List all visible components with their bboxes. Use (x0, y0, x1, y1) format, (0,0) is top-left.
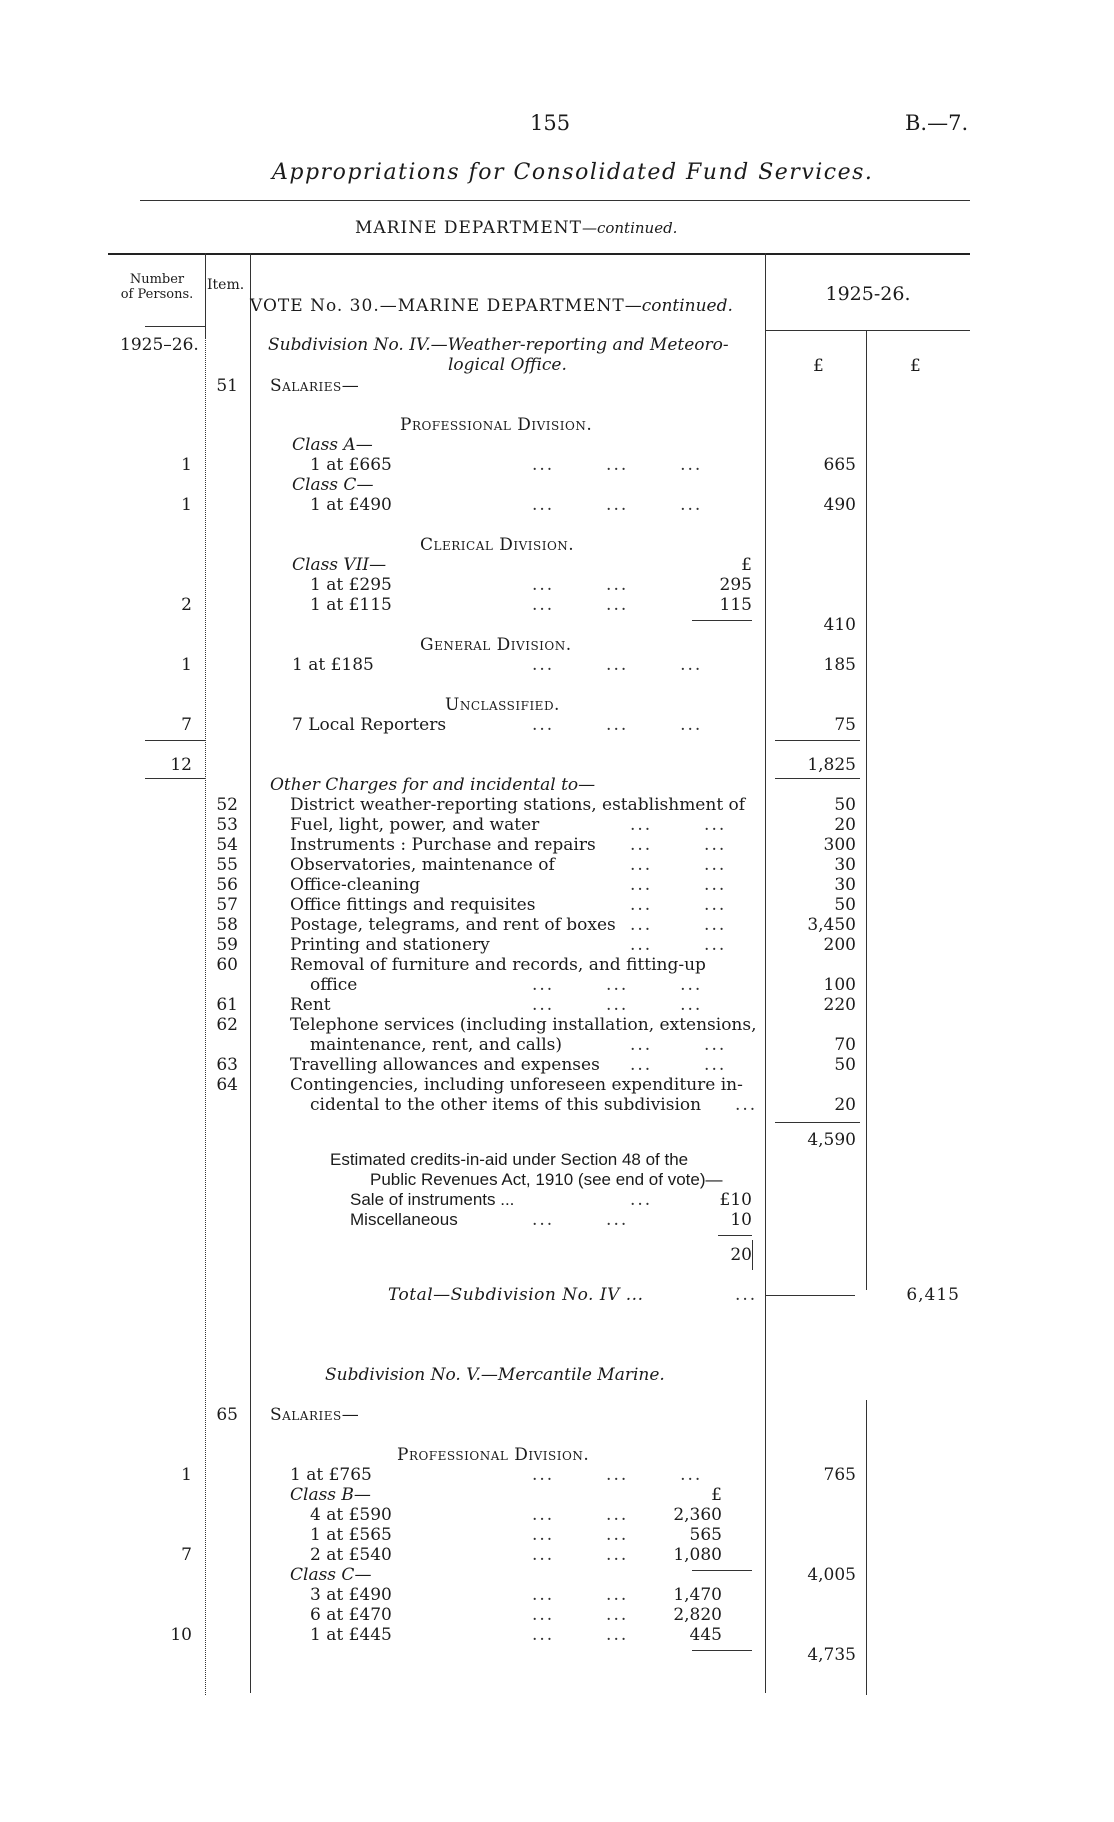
sub-amount: 115 (719, 595, 752, 615)
leader-dots: ... ... ... (532, 995, 703, 1015)
leader-dots: ... ... (532, 575, 629, 595)
sum-rule (692, 1650, 752, 1651)
leader-dots: ... ... (532, 1625, 629, 1645)
charge-text: Contingencies, including unforeseen expenditure in- (290, 1075, 743, 1095)
column-divider (250, 253, 251, 1693)
amount: 50 (834, 795, 856, 815)
subdivision-heading: Subdivision No. V.—Mercantile Marine. (325, 1365, 665, 1385)
division-heading: General Division. (420, 635, 572, 655)
class-label: Class VII— (292, 555, 387, 575)
salary-line: 1 at £490 (310, 495, 392, 515)
persons-count: 1 (181, 1465, 192, 1485)
sum-rule (718, 1235, 752, 1236)
amount: 50 (834, 1055, 856, 1075)
pound-symbol: £ (711, 1485, 722, 1505)
persons-count: 1 (181, 655, 192, 675)
item-number: 62 (216, 1015, 238, 1035)
sub-amount: 1,470 (673, 1585, 722, 1605)
amount: 3,450 (807, 915, 856, 935)
sum-rule (775, 1122, 860, 1123)
amount: 4,735 (807, 1645, 856, 1665)
salary-line: 3 at £490 (310, 1585, 392, 1605)
table-top-rule (108, 253, 970, 255)
item-number: 65 (216, 1405, 238, 1425)
leader-dots: ... ... (630, 875, 727, 895)
amount: 20 (834, 1095, 856, 1115)
charge-text: Rent (290, 995, 331, 1015)
page-reference: B.—7. (905, 111, 969, 135)
salary-line: 1 at £115 (310, 595, 392, 615)
subdivision-total-label: Total—Subdivision No. IV ... (388, 1285, 644, 1305)
sum-rule (775, 778, 860, 779)
item-number: 51 (216, 376, 238, 396)
pound-symbol: £ (910, 356, 921, 376)
year-column-header: 1925-26. (825, 283, 911, 305)
charge-text: Telephone services (including installation, extensions, (290, 1015, 757, 1035)
subtotal: 4,590 (807, 1130, 856, 1150)
persons-column-header: Number of Persons. (120, 272, 194, 302)
persons-year: 1925–26. (120, 335, 199, 355)
amount: 410 (823, 615, 856, 635)
salaries-label: Salaries— (270, 376, 360, 396)
charge-text: Office-cleaning (290, 875, 421, 895)
amount: 20 (834, 815, 856, 835)
sum-rule (765, 1295, 855, 1296)
item-number: 54 (216, 835, 238, 855)
leader-dots: ... ... (630, 1035, 727, 1055)
header-rule (765, 330, 970, 331)
leader-dots: ... ... (532, 1605, 629, 1625)
amount: 220 (823, 995, 856, 1015)
amount: 4,005 (807, 1565, 856, 1585)
item-number: 56 (216, 875, 238, 895)
item-number: 63 (216, 1055, 238, 1075)
amount: 665 (823, 455, 856, 475)
persons-count: 1 (181, 455, 192, 475)
leader-dots: ... (735, 1095, 758, 1115)
leader-dots: ... (735, 1285, 758, 1305)
division-heading: Professional Division. (400, 415, 593, 435)
column-divider (205, 253, 206, 338)
class-label: Class A— (292, 435, 373, 455)
salary-line: 1 at £565 (310, 1525, 392, 1545)
item-number: 58 (216, 915, 238, 935)
leader-dots: ... ... ... (532, 1465, 703, 1485)
header-rule (145, 326, 205, 327)
credits-text: Estimated credits-in-aid under Section 48 of the (330, 1150, 689, 1169)
page-title: Appropriations for Consolidated Fund Services. (272, 160, 874, 185)
charge-text: Printing and stationery (290, 935, 490, 955)
salary-line: 2 at £540 (310, 1545, 392, 1565)
sum-rule (692, 1570, 752, 1571)
amount: 490 (823, 495, 856, 515)
sub-amount: 2,820 (673, 1605, 722, 1625)
vote-column-header: VOTE No. 30.—MARINE DEPARTMENT—continued. (250, 296, 733, 316)
charge-text: office (310, 975, 358, 995)
salaries-total: 1,825 (807, 755, 856, 775)
amount: 30 (834, 875, 856, 895)
sub-amount: 10 (730, 1210, 752, 1230)
credits-text: Public Revenues Act, 1910 (see end of vote)— (370, 1170, 723, 1189)
leader-dots: ... ... (532, 1585, 629, 1605)
leader-dots: ... ... ... (532, 455, 703, 475)
item-number: 61 (216, 995, 238, 1015)
amount: 200 (823, 935, 856, 955)
sum-rule (145, 778, 205, 779)
pound-symbol: £ (813, 356, 824, 376)
charge-text: maintenance, rent, and calls) (310, 1035, 562, 1055)
item-number: 60 (216, 955, 238, 975)
subdivision-total: 6,415 (906, 1285, 960, 1305)
leader-dots: ... ... ... (532, 655, 703, 675)
item-number: 64 (216, 1075, 238, 1095)
salary-line: 1 at £765 (290, 1465, 372, 1485)
salary-line: 7 Local Reporters (292, 715, 447, 735)
amount: 185 (823, 655, 856, 675)
column-divider (866, 1400, 867, 1695)
amount: 300 (823, 835, 856, 855)
leader-dots: ... ... (532, 1545, 629, 1565)
other-charges-heading: Other Charges for and incidental to— (270, 775, 596, 795)
leader-dots: ... ... (532, 1505, 629, 1525)
salary-line: 1 at £185 (292, 655, 374, 675)
amount: 765 (823, 1465, 856, 1485)
persons-total: 12 (170, 755, 192, 775)
subdivision-heading: logical Office. (448, 355, 567, 375)
department-heading: MARINE DEPARTMENT—continued. (355, 218, 678, 238)
amount: 30 (834, 855, 856, 875)
credits-line: Miscellaneous (350, 1210, 458, 1229)
sub-amount: 565 (689, 1525, 722, 1545)
sub-amount: 1,080 (673, 1545, 722, 1565)
division-heading: Professional Division. (397, 1445, 590, 1465)
salary-line: 1 at £295 (310, 575, 392, 595)
charge-text: District weather-reporting stations, establishment of (290, 795, 746, 815)
sum-rule (775, 740, 860, 741)
charge-text: Instruments : Purchase and repairs (290, 835, 596, 855)
sub-amount: 445 (689, 1625, 722, 1645)
persons-count: 1 (181, 495, 192, 515)
item-number: 57 (216, 895, 238, 915)
leader-dots: ... ... (532, 1525, 629, 1545)
class-label: Class B— (290, 1485, 371, 1505)
leader-dots: ... ... (630, 1055, 727, 1075)
column-divider (765, 253, 766, 1693)
salary-line: 4 at £590 (310, 1505, 392, 1525)
credits-line: Sale of instruments ... (350, 1190, 515, 1209)
class-label: Class C— (292, 475, 374, 495)
title-rule (140, 200, 970, 201)
charge-text: Observatories, maintenance of (290, 855, 555, 875)
persons-count: 7 (181, 715, 192, 735)
class-label: Class C— (290, 1565, 372, 1585)
sum-rule (692, 620, 752, 621)
leader-dots: ... ... (630, 815, 727, 835)
salary-line: 1 at £445 (310, 1625, 392, 1645)
column-divider (866, 330, 867, 1290)
leader-dots: ... ... (630, 935, 727, 955)
division-heading: Unclassified. (445, 695, 560, 715)
sub-amount: £10 (719, 1190, 752, 1210)
salary-line: 1 at £665 (310, 455, 392, 475)
leader-dots: ... (630, 1190, 653, 1210)
division-heading: Clerical Division. (420, 535, 575, 555)
leader-dots: ... ... (630, 915, 727, 935)
subdivision-heading: Subdivision No. IV.—Weather-reporting and Meteoro- (268, 335, 729, 355)
amount: 70 (834, 1035, 856, 1055)
persons-count: 2 (181, 595, 192, 615)
item-number: 55 (216, 855, 238, 875)
salaries-label: Salaries— (270, 1405, 360, 1425)
leader-dots: ... ... (532, 1210, 629, 1230)
amount: 100 (823, 975, 856, 995)
persons-count: 7 (181, 1545, 192, 1565)
leader-dots: ... ... (630, 835, 727, 855)
leader-dots: ... ... ... (532, 715, 703, 735)
salary-line: 6 at £470 (310, 1605, 392, 1625)
pound-symbol: £ (741, 555, 752, 575)
column-divider (752, 1240, 753, 1270)
item-number: 59 (216, 935, 238, 955)
charge-text: Removal of furniture and records, and fitting-up (290, 955, 706, 975)
leader-dots: ... ... ... (532, 495, 703, 515)
sum-rule (145, 740, 205, 741)
leader-dots: ... ... (630, 855, 727, 875)
page-number: 155 (530, 111, 571, 135)
charge-text: cidental to the other items of this subdivision (310, 1095, 702, 1115)
item-column-header: Item. (207, 277, 245, 293)
item-number: 53 (216, 815, 238, 835)
item-number: 52 (216, 795, 238, 815)
persons-count: 10 (170, 1625, 192, 1645)
amount: 75 (834, 715, 856, 735)
leader-dots: ... ... (630, 895, 727, 915)
charge-text: Travelling allowances and expenses (290, 1055, 600, 1075)
leader-dots: ... ... (532, 595, 629, 615)
sub-amount: 2,360 (673, 1505, 722, 1525)
leader-dots: ... ... ... (532, 975, 703, 995)
credits-total: 20 (730, 1245, 752, 1265)
charge-text: Office fittings and requisites (290, 895, 536, 915)
amount: 50 (834, 895, 856, 915)
charge-text: Fuel, light, power, and water (290, 815, 540, 835)
sub-amount: 295 (719, 575, 752, 595)
charge-text: Postage, telegrams, and rent of boxes (290, 915, 616, 935)
